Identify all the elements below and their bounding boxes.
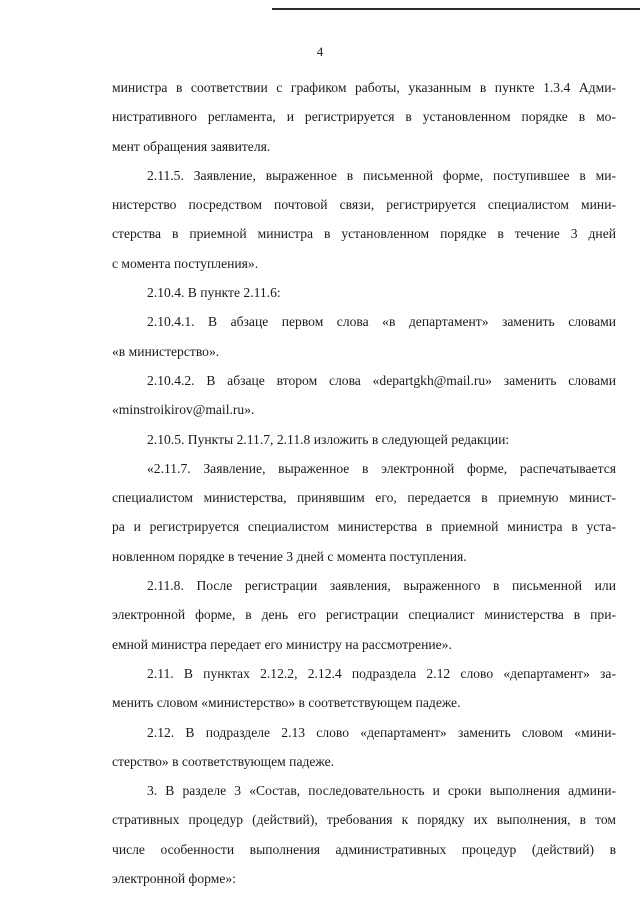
text-line: электронной форме»:	[112, 871, 236, 887]
text-line: с момента поступления».	[112, 255, 259, 271]
text-line: емной министра передает его министру на рассмотрение».	[112, 636, 452, 652]
text-line: «minstroikirov@mail.ru».	[112, 402, 255, 418]
text-line: «2.11.7. Заявление, выраженное в электронной форме, распечатывается	[147, 460, 616, 476]
text-line: 2.12. В подразделе 2.13 слово «департамент» заменить словом «мини-	[147, 724, 616, 740]
text-line: стерство» в соответствующем падеже.	[112, 753, 335, 769]
text-line: стративных процедур (действий), требования к порядку их выполнения, в том	[112, 812, 616, 828]
paragraph	[112, 776, 616, 893]
text-line: новленном порядке в течение 3 дней с момента поступления.	[112, 548, 467, 564]
text-line: ра и регистрируется специалистом министерства в приемной министра в уста-	[112, 519, 616, 535]
paragraph	[112, 571, 616, 659]
text-line: «в министерство».	[112, 343, 220, 359]
paragraph	[112, 425, 616, 454]
text-line: нистративного регламента, и регистрируется в установленном порядке в мо-	[112, 109, 616, 125]
paragraph	[112, 307, 616, 366]
text-line: электронной форме, в день его регистрации специалист министерства в при-	[112, 607, 616, 623]
text-line: 2.11.5. Заявление, выраженное в письменной форме, поступившее в ми-	[147, 167, 616, 183]
text-line: нистерство посредством почтовой связи, регистрируется специалистом мини-	[112, 197, 616, 213]
top-rule	[272, 8, 640, 10]
text-line: специалистом министерства, принявшим его, передается в приемную минист-	[112, 490, 616, 506]
text-line: 2.11.8. После регистрации заявления, выраженного в письменной или	[147, 578, 616, 594]
paragraph	[112, 659, 616, 718]
document-body	[112, 73, 616, 893]
text-line: 3. В разделе 3 «Состав, последовательность и сроки выполнения админи-	[147, 783, 616, 799]
paragraph	[112, 454, 616, 571]
paragraph	[112, 161, 616, 278]
text-line: мент обращения заявителя.	[112, 138, 271, 154]
text-line: 2.10.5. Пункты 2.11.7, 2.11.8 изложить в следующей редакции:	[147, 431, 510, 447]
text-line: 2.10.4. В пункте 2.11.6:	[147, 285, 281, 301]
text-line: числе особенности выполнения административных процедур (действий) в	[112, 841, 616, 857]
paragraph	[112, 73, 616, 161]
text-line: министра в соответствии с графиком работы, указанным в пункте 1.3.4 Адми-	[112, 80, 616, 95]
paragraph	[112, 718, 616, 777]
text-line: менить словом «министерство» в соответствующем падеже.	[112, 695, 461, 711]
paragraph	[112, 366, 616, 425]
text-line: 2.11. В пунктах 2.12.2, 2.12.4 подраздела 2.12 слово «департамент» за-	[147, 665, 616, 681]
paragraph	[112, 278, 616, 307]
text-line: стерства в приемной министра в установленном порядке в течение 3 дней	[112, 226, 616, 242]
text-line: 2.10.4.2. В абзаце втором слова «departgkh@mail.ru» заменить словами	[147, 372, 616, 388]
page-number: 4	[316, 44, 324, 59]
text-line: 2.10.4.1. В абзаце первом слова «в департамент» заменить словами	[147, 314, 616, 330]
